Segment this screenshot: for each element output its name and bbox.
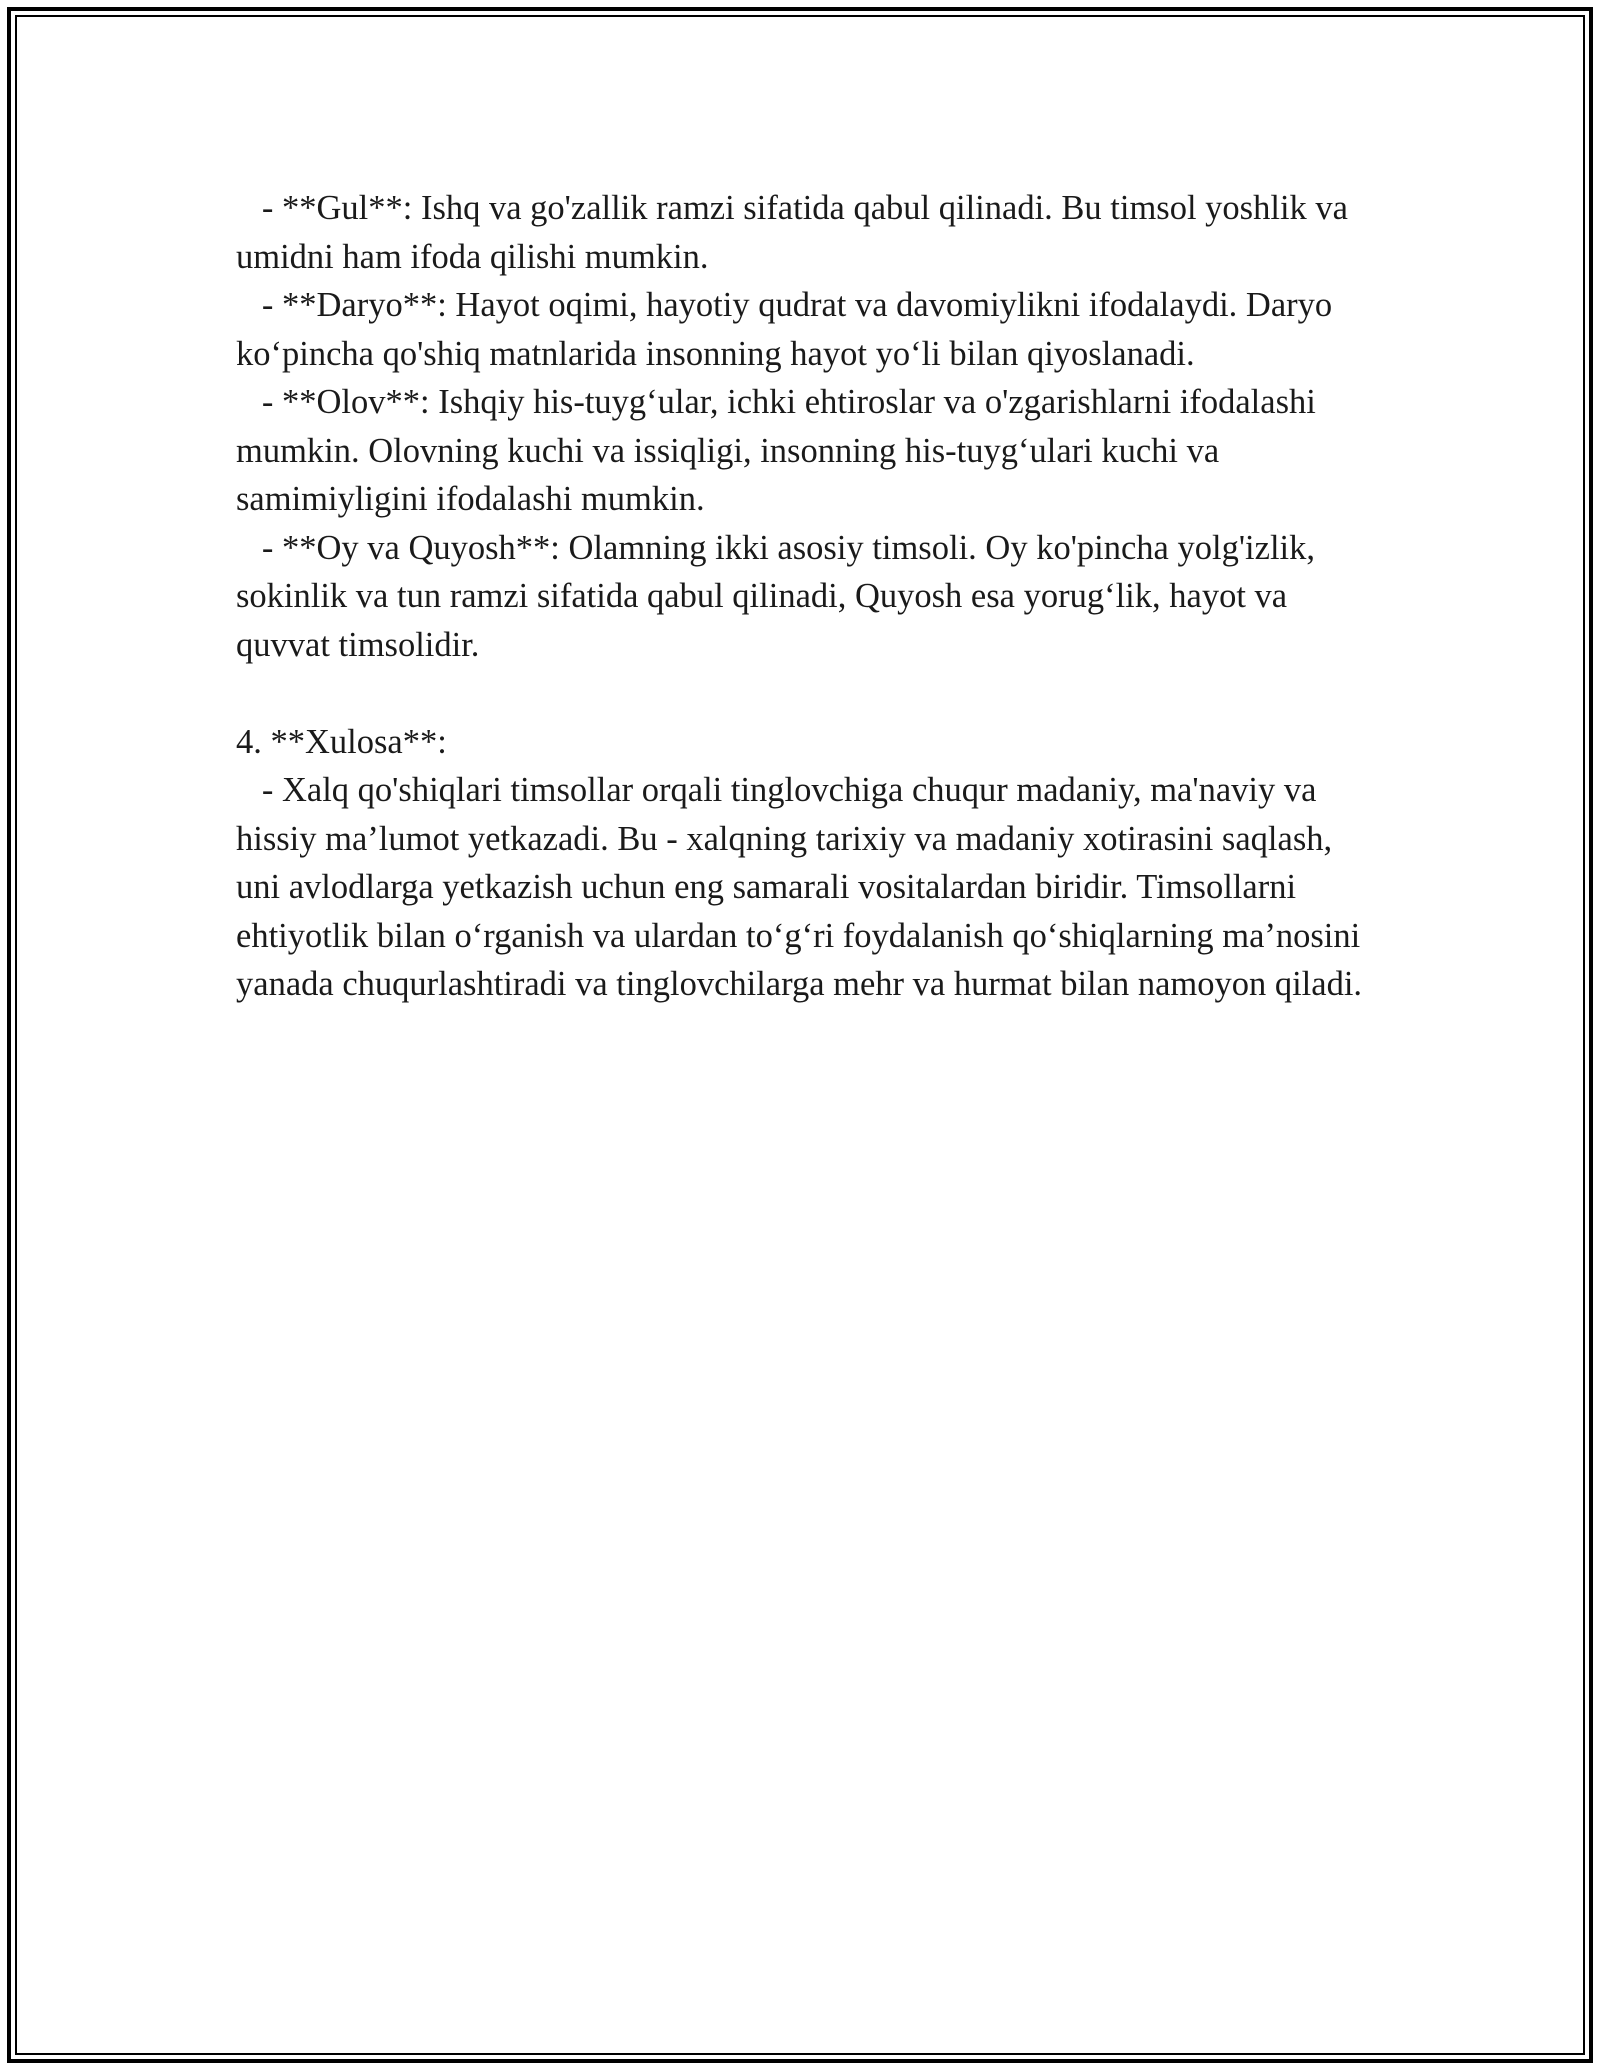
paragraph-spacer bbox=[236, 669, 1376, 718]
symbol-olov-paragraph: - **Olov**: Ishqiy his-tuygʻular, ichki ehtiroslar va o'zgarishlarni ifodalashi mumkin. Olovning kuchi va issiqligi, insonning his-tuygʻulari kuchi va samimiyligini ifodalashi mumkin. bbox=[236, 383, 1325, 518]
document-body bbox=[236, 184, 1376, 1009]
conclusion-heading: 4. **Xulosa**: bbox=[236, 722, 447, 761]
symbol-oy-quyosh-paragraph: - **Oy va Quyosh**: Olamning ikki asosiy timsoli. Oy ko'pincha yolg'izlik, sokinlik va tun ramzi sifatida qabul qilinadi, Quyosh esa yorugʻlik, hayot va quvvat timsolidir. bbox=[236, 528, 1324, 664]
conclusion-paragraph: - Xalq qo'shiqlari timsollar orqali tinglovchiga chuqur madaniy, ma'naviy va hissiy ma’lumot yetkazadi. Bu - xalqning tarixiy va madaniy xotirasini saqlash, uni avlodlarga yetkazish uchun eng samarali vositalardan biridir. Timsollarni ehtiyotlik bilan oʻrganish va ulardan toʻgʻri foydalanish qoʻshiqlarning maʼnosini yanada chuqurlashtiradi va tinglovchilarga mehr va hurmat bilan namoyon qiladi. bbox=[236, 771, 1369, 1003]
symbol-daryo-paragraph: - **Daryo**: Hayot oqimi, hayotiy qudrat va davomiylikni ifodalaydi. Daryo koʻpincha qo'shiq matnlarida insonning hayot yoʻli bilan qiyoslanadi. bbox=[236, 286, 1341, 373]
symbol-gul-paragraph: - **Gul**: Ishq va go'zallik ramzi sifatida qabul qilinadi. Bu timsol yoshlik va umidni ham ifoda qilishi mumkin. bbox=[236, 189, 1357, 276]
